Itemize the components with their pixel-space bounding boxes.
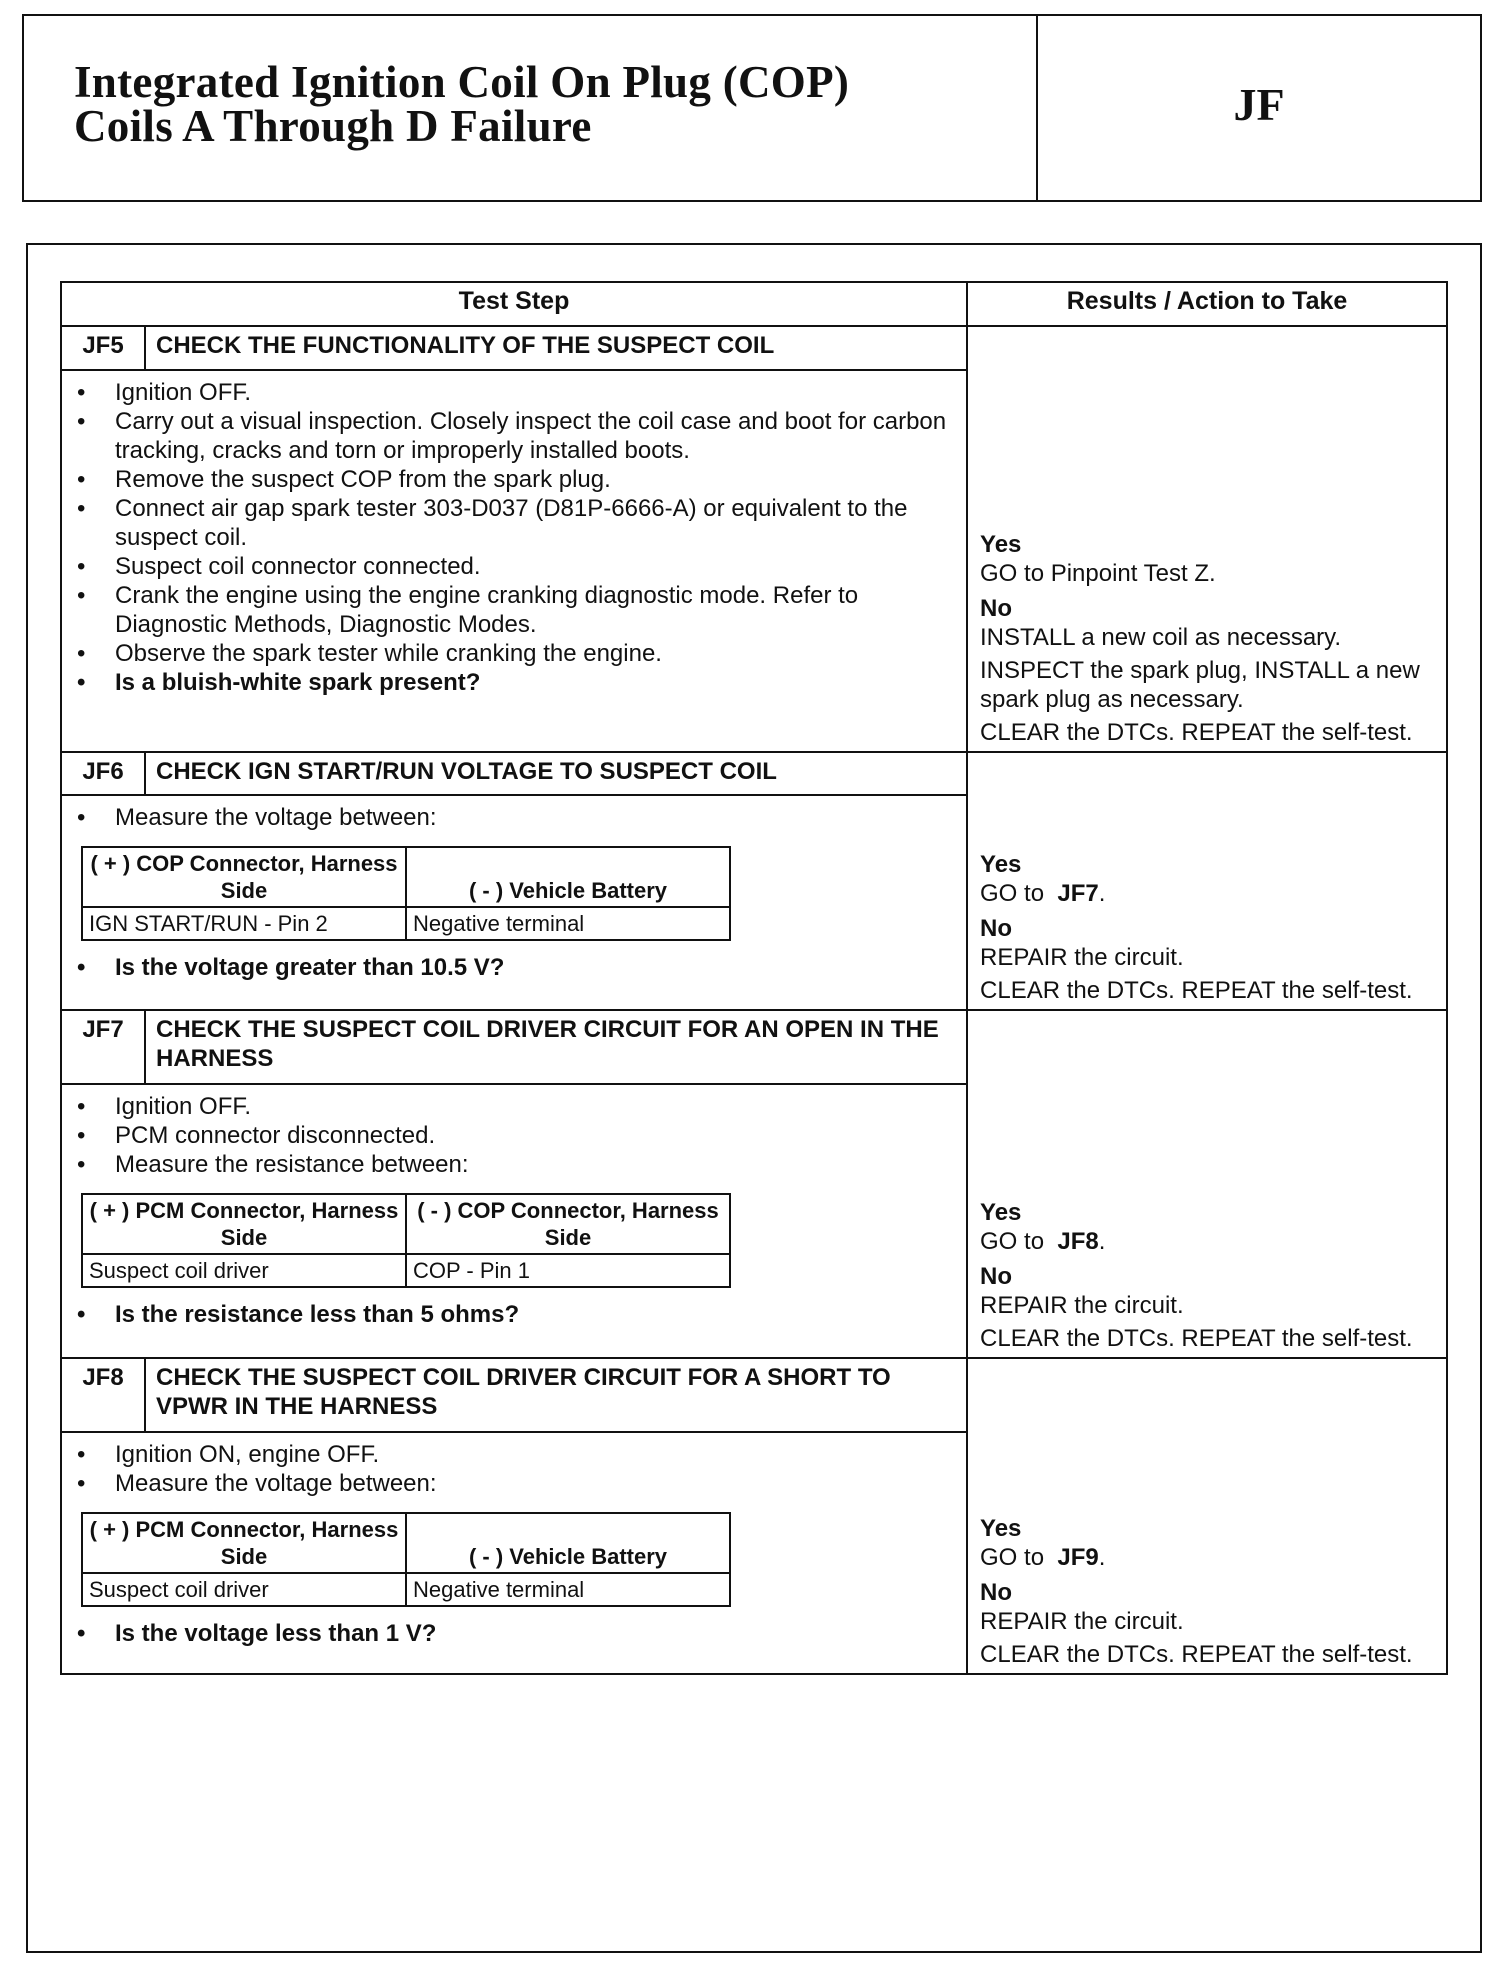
step-title-row — [61, 752, 1447, 795]
no-action: INSTALL a new coil as necessary. — [980, 624, 1342, 651]
step-id: JF8 — [61, 1358, 145, 1432]
step-results — [967, 326, 1447, 752]
step-title: CHECK THE SUSPECT COIL DRIVER CIRCUIT FOR AN OPEN IN THE HARNESS — [145, 1010, 967, 1084]
no-action: REPAIR the circuit. — [980, 1292, 1184, 1319]
step-body — [61, 370, 967, 752]
step-bullet: • Crank the engine using the engine cranking diagnostic mode. Refer to Diagnostic Methods, Diagnostic Modes. — [63, 581, 965, 639]
step-body — [61, 1084, 967, 1358]
yes-prefix: GO to — [980, 880, 1045, 907]
step-bullet: • PCM connector disconnected. — [63, 1121, 965, 1150]
step-title: CHECK IGN START/RUN VOLTAGE TO SUSPECT COIL — [145, 752, 967, 795]
no-label: No — [980, 595, 1013, 622]
yes-label: Yes — [980, 531, 1022, 558]
step-bullet: • Measure the voltage between: — [63, 803, 965, 832]
measurement-header: ( + ) PCM Connector, Harness Side — [82, 1513, 406, 1573]
yes-ref: JF8 — [1057, 1228, 1099, 1255]
yes-ref: JF7 — [1057, 880, 1099, 907]
yes-label: Yes — [980, 1515, 1022, 1542]
yes-action: GO to Pinpoint Test Z. — [980, 560, 1216, 587]
no-label: No — [980, 1263, 1013, 1290]
step-body — [61, 795, 967, 1010]
no-action: INSPECT the spark plug, INSTALL a new spark plug as necessary. — [980, 657, 1420, 713]
step-id: JF5 — [61, 326, 145, 370]
yes-label: Yes — [980, 1199, 1022, 1226]
col-header-results: Results / Action to Take — [967, 282, 1447, 326]
measurement-value: COP - Pin 1 — [406, 1254, 730, 1287]
measurement-value: Negative terminal — [406, 907, 730, 940]
step-title-row — [61, 1358, 1447, 1432]
page-title-line2: Coils A Through D Failure — [74, 101, 592, 151]
measurement-header: ( + ) PCM Connector, Harness Side — [82, 1194, 406, 1254]
content-frame — [26, 243, 1482, 1953]
step-bullet: • Suspect coil connector connected. — [63, 552, 965, 581]
no-action: REPAIR the circuit. — [980, 944, 1184, 971]
no-action: CLEAR the DTCs. REPEAT the self-test. — [980, 719, 1413, 746]
yes-label: Yes — [980, 851, 1022, 878]
step-title: CHECK THE SUSPECT COIL DRIVER CIRCUIT FOR A SHORT TO VPWR IN THE HARNESS — [145, 1358, 967, 1432]
step-title: CHECK THE FUNCTIONALITY OF THE SUSPECT COIL — [145, 326, 967, 370]
no-action: REPAIR the circuit. — [980, 1608, 1184, 1635]
measurement-table — [81, 1512, 731, 1607]
step-results: Yes GO to JF9. No REPAIR the circuit. CLEAR the DTCs. REPEAT the self-test. — [967, 1358, 1447, 1674]
page-title — [74, 57, 850, 151]
no-label: No — [980, 1579, 1013, 1606]
step-question: • Is the voltage less than 1 V? — [63, 1619, 965, 1648]
step-title-row — [61, 1010, 1447, 1084]
measurement-header: ( - ) Vehicle Battery — [406, 847, 730, 907]
step-results: Yes GO to JF8. No REPAIR the circuit. CLEAR the DTCs. REPEAT the self-test. — [967, 1010, 1447, 1358]
table-header-row — [61, 282, 1447, 326]
no-action: CLEAR the DTCs. REPEAT the self-test. — [980, 977, 1413, 1004]
step-question: • Is a bluish-white spark present? — [63, 668, 965, 697]
no-action: CLEAR the DTCs. REPEAT the self-test. — [980, 1325, 1413, 1352]
step-bullet: • Measure the resistance between: — [63, 1150, 965, 1179]
step-body — [61, 1432, 967, 1674]
step-id: JF7 — [61, 1010, 145, 1084]
measurement-header: ( - ) COP Connector, Harness Side — [406, 1194, 730, 1254]
step-bullet: • Carry out a visual inspection. Closely inspect the coil case and boot for carbon tracking, cracks and torn or improperly installed boots. — [63, 407, 965, 465]
test-step-table — [60, 281, 1448, 1675]
step-bullet: • Measure the voltage between: — [63, 1469, 965, 1498]
step-question: • Is the voltage greater than 10.5 V? — [63, 953, 965, 982]
no-label: No — [980, 915, 1013, 942]
step-results: Yes GO to JF7. No REPAIR the circuit. CLEAR the DTCs. REPEAT the self-test. — [967, 752, 1447, 1010]
no-action: CLEAR the DTCs. REPEAT the self-test. — [980, 1641, 1413, 1668]
col-header-test-step: Test Step — [61, 282, 967, 326]
measurement-value: Negative terminal — [406, 1573, 730, 1606]
step-title-row — [61, 326, 1447, 370]
yes-prefix: GO to — [980, 1228, 1045, 1255]
section-code: JF — [1233, 78, 1285, 130]
step-question: • Is the resistance less than 5 ohms? — [63, 1300, 965, 1329]
measurement-header: ( - ) Vehicle Battery — [406, 1513, 730, 1573]
yes-prefix: GO to — [980, 1544, 1045, 1571]
step-bullet: • Ignition ON, engine OFF. — [63, 1440, 965, 1469]
step-bullet: • Ignition OFF. — [63, 378, 965, 407]
measurement-table — [81, 1193, 731, 1288]
title-main — [24, 16, 1038, 200]
measurement-value: Suspect coil driver — [82, 1573, 406, 1606]
page-title-line1: Integrated Ignition Coil On Plug (COP) — [74, 57, 850, 107]
step-bullet: • Observe the spark tester while cranking the engine. — [63, 639, 965, 668]
measurement-header: ( + ) COP Connector, Harness Side — [82, 847, 406, 907]
step-bullet: • Connect air gap spark tester 303-D037 (D81P-6666-A) or equivalent to the suspect coil. — [63, 494, 965, 552]
measurement-value: IGN START/RUN - Pin 2 — [82, 907, 406, 940]
measurement-value: Suspect coil driver — [82, 1254, 406, 1287]
measurement-table — [81, 846, 731, 941]
step-id: JF6 — [61, 752, 145, 795]
yes-ref: JF9 — [1057, 1544, 1099, 1571]
step-bullet: • Remove the suspect COP from the spark plug. — [63, 465, 965, 494]
step-bullet: • Ignition OFF. — [63, 1092, 965, 1121]
title-box — [22, 14, 1482, 202]
